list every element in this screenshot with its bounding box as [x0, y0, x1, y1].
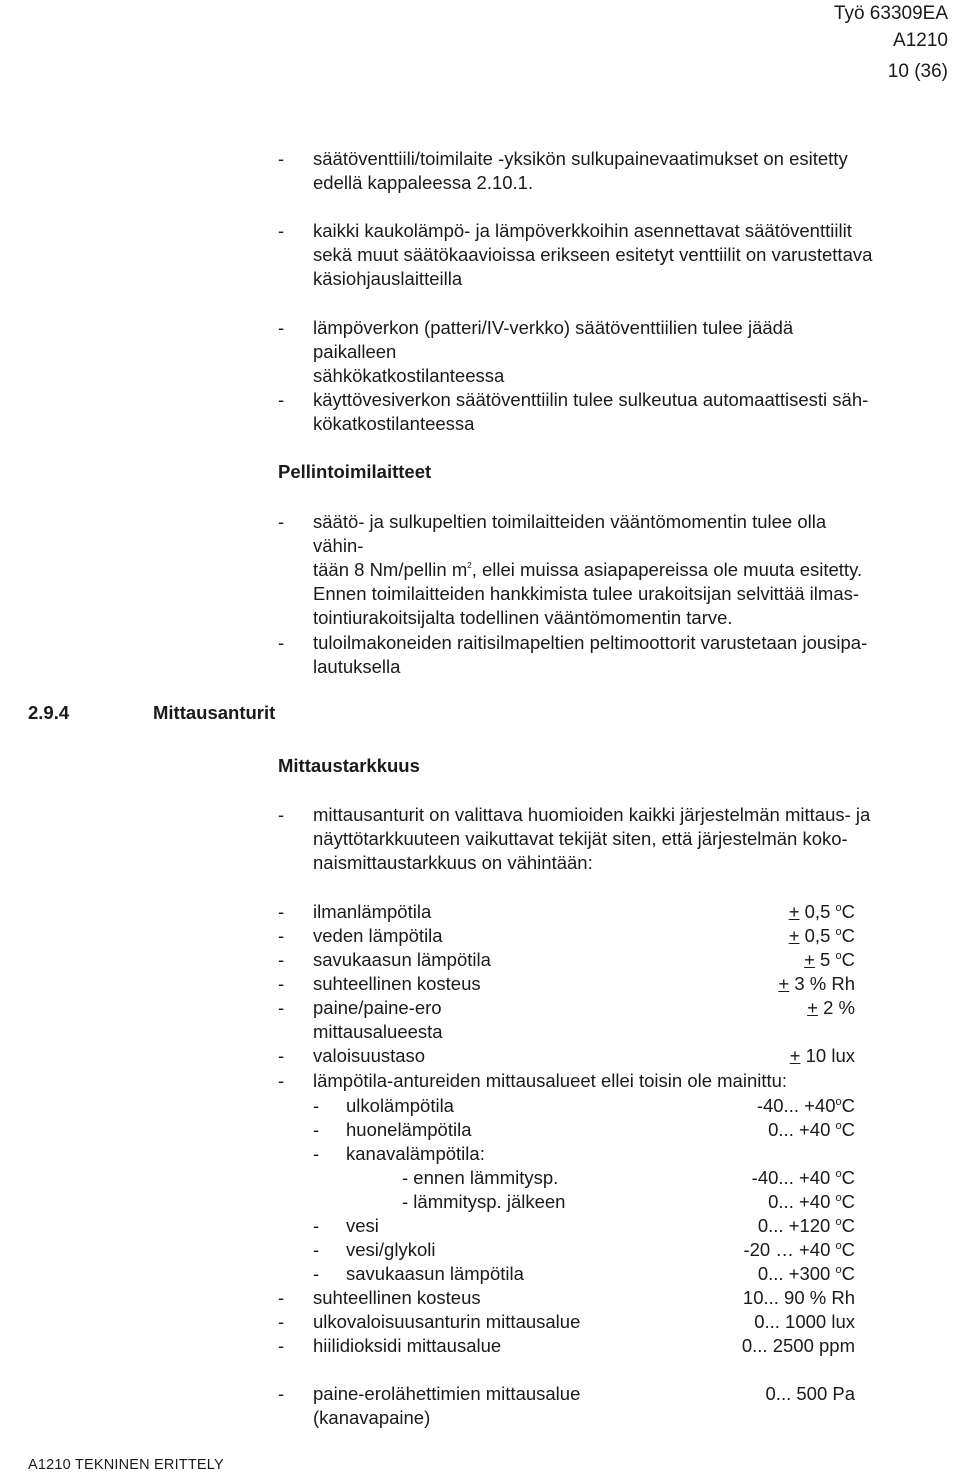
- value-text: -40... +40: [756, 1095, 836, 1116]
- range-intro: [278, 1069, 855, 1093]
- degree-superscript: o: [835, 1096, 842, 1108]
- unit-text: C: [841, 1167, 855, 1188]
- text-span: tään 8 Nm/pellin m: [313, 559, 468, 580]
- subheading-pellintoimilaitteet: Pellintoimilaitteet: [278, 461, 432, 482]
- row-label: suhteellinen kosteus: [313, 973, 481, 994]
- text-span: , ellei muissa asiapapereissa ole muuta esitetty.: [471, 559, 863, 580]
- degree-superscript: o: [835, 1120, 842, 1132]
- row-label-continuation: mittausalueesta: [313, 1021, 443, 1042]
- range-row: [278, 1190, 855, 1214]
- bullet-dash: -: [278, 997, 285, 1018]
- degree-superscript: o: [835, 1192, 842, 1204]
- pellin-item-2: [278, 631, 878, 679]
- bullet-dash: -: [278, 389, 285, 410]
- superscript: 2: [467, 561, 472, 570]
- row-label: suhteellinen kosteus: [313, 1287, 481, 1308]
- range-row-continuation: [278, 1406, 855, 1430]
- page-number: 10 (36): [887, 61, 948, 82]
- value-text: 0,5: [799, 901, 836, 922]
- unit-text: C: [841, 949, 855, 970]
- value-text: -20 … +40: [743, 1239, 836, 1260]
- intro-item-2: [278, 219, 878, 291]
- plus-minus-sign: +: [788, 925, 800, 946]
- tolerance-row: [278, 972, 855, 996]
- bullet-dash: -: [278, 511, 285, 532]
- row-value: [757, 1094, 855, 1118]
- text-line: lautuksella: [313, 656, 401, 677]
- range-row: [278, 1166, 855, 1190]
- tolerance-row: [278, 996, 855, 1020]
- bullet-dash: -: [278, 901, 285, 922]
- bullet-dash: -: [278, 804, 285, 825]
- bullet-dash: -: [278, 1311, 285, 1332]
- range-row: [278, 1382, 855, 1406]
- row-label: ulkolämpötila: [346, 1095, 454, 1116]
- tolerance-row-continuation: [278, 1020, 855, 1044]
- row-label: ilmanlämpötila: [313, 901, 432, 922]
- text-line: käyttövesiverkon säätöventtiilin tulee sulkeutua automaattisesti säh-: [313, 389, 869, 410]
- plus-minus-sign: +: [788, 901, 800, 922]
- intro-item-3: [278, 316, 878, 388]
- bullet-dash: -: [278, 925, 285, 946]
- unit-text: C: [841, 1215, 855, 1236]
- row-value: [790, 1044, 855, 1068]
- page-header: [834, 0, 948, 85]
- plus-minus-sign: +: [807, 997, 818, 1018]
- range-row: [278, 1118, 855, 1142]
- plus-minus-sign: +: [789, 1045, 801, 1066]
- plus-minus-sign: +: [778, 973, 790, 994]
- value-text: 3 % Rh: [789, 973, 855, 994]
- bullet-dash: -: [313, 1215, 320, 1236]
- row-label: - lämmitysp. jälkeen: [402, 1191, 566, 1212]
- unit-text: C: [841, 1263, 855, 1284]
- bullet-dash: -: [278, 1287, 285, 1308]
- unit-text: C: [841, 1191, 855, 1212]
- tolerance-row: [278, 924, 855, 948]
- row-value: [807, 996, 855, 1020]
- row-value: [768, 1118, 855, 1142]
- degree-superscript: o: [835, 926, 842, 938]
- value-text: -40... +40: [751, 1167, 836, 1188]
- value-text: 0... +300: [757, 1263, 836, 1284]
- value-text: 10 lux: [800, 1045, 855, 1066]
- row-value: [778, 972, 855, 996]
- bullet-dash: -: [313, 1119, 320, 1140]
- text-line: kaikki kaukolämpö- ja lämpöverkkoihin asennettavat säätöventtiilit: [313, 220, 852, 241]
- row-value: 0... 1000 lux: [754, 1311, 855, 1332]
- text-line: Ennen toimilaitteiden hankkimista tulee urakoitsijan selvittää ilmas-: [313, 583, 860, 604]
- tolerance-row: [278, 1044, 855, 1068]
- row-label: savukaasun lämpötila: [346, 1263, 524, 1284]
- text-line: säätöventtiili/toimilaite -yksikön sulkupainevaatimukset on esitetty: [313, 148, 848, 169]
- row-value: [789, 900, 855, 924]
- row-value: 0... 500 Pa: [765, 1383, 855, 1404]
- value-text: 0,5: [799, 925, 836, 946]
- row-label: paine-erolähettimien mittausalue: [313, 1383, 581, 1404]
- text-line: käsiohjauslaitteilla: [313, 268, 463, 289]
- degree-superscript: o: [835, 902, 842, 914]
- bullet-dash: -: [278, 1335, 285, 1356]
- tolerance-row: [278, 900, 855, 924]
- text-line: naismittaustarkkuus on vähintään:: [313, 852, 593, 873]
- bullet-dash: -: [278, 973, 285, 994]
- row-value: [743, 1238, 855, 1262]
- bullet-dash: -: [278, 1045, 285, 1066]
- bullet-dash: -: [313, 1239, 320, 1260]
- range-row: [278, 1214, 855, 1238]
- text-line: [313, 558, 878, 582]
- intro-item-1: [278, 147, 878, 195]
- section-title: Mittausanturit: [153, 702, 276, 723]
- section-number: 2.9.4: [28, 702, 70, 723]
- row-value: [758, 1214, 855, 1238]
- bullet-dash: -: [278, 220, 285, 241]
- bullet-dash: -: [278, 148, 285, 169]
- text-line: näyttötarkkuuteen vaikuttavat tekijät siten, että järjestelmän koko-: [313, 828, 848, 849]
- bullet-dash: -: [313, 1095, 320, 1116]
- accuracy-intro: [278, 803, 878, 875]
- row-label: valoisuustaso: [313, 1045, 426, 1066]
- range-row: [278, 1238, 855, 1262]
- unit-text: C: [841, 925, 855, 946]
- intro-item-4: [278, 388, 878, 436]
- row-value: 0... 2500 ppm: [741, 1335, 855, 1356]
- row-label: vesi/glykoli: [346, 1239, 436, 1260]
- text-line: lämpöverkon (patteri/IV-verkko) säätöventtiilien tulee jäädä paikalleen: [313, 317, 794, 362]
- pellin-item-1: [278, 510, 878, 630]
- row-label: huonelämpötila: [346, 1119, 472, 1140]
- degree-superscript: o: [835, 950, 842, 962]
- unit-text: C: [841, 901, 855, 922]
- bullet-dash: -: [278, 632, 285, 653]
- row-label: - ennen lämmitysp.: [402, 1167, 559, 1188]
- text-line: tointiurakoitsijalta todellinen vääntömomentin tarve.: [313, 607, 733, 628]
- row-value: [768, 1190, 855, 1214]
- degree-superscript: o: [835, 1216, 842, 1228]
- row-value: [752, 1166, 855, 1190]
- text-line: edellä kappaleessa 2.10.1.: [313, 172, 534, 193]
- text-line: tuloilmakoneiden raitisilmapeltien peltimoottorit varustetaan jousipa-: [313, 632, 868, 653]
- work-number: Työ 63309EA: [833, 3, 948, 24]
- document-code: A1210: [893, 30, 948, 51]
- subheading-mittaustarkkuus: Mittaustarkkuus: [278, 755, 420, 776]
- plus-minus-sign: +: [804, 949, 815, 970]
- row-label: savukaasun lämpötila: [313, 949, 491, 970]
- bullet-dash: -: [313, 1263, 320, 1284]
- value-text: 0... +120: [757, 1215, 836, 1236]
- bullet-dash: -: [278, 949, 285, 970]
- value-text: 0... +40: [768, 1119, 836, 1140]
- row-label-continuation: (kanavapaine): [313, 1407, 431, 1428]
- unit-text: C: [841, 1239, 855, 1260]
- row-label: veden lämpötila: [313, 925, 443, 946]
- range-row: [278, 1094, 855, 1118]
- row-label: lämpötila-antureiden mittausalueet ellei toisin ole mainittu:: [313, 1070, 788, 1091]
- degree-superscript: o: [835, 1240, 842, 1252]
- row-value: 10... 90 % Rh: [742, 1287, 855, 1308]
- row-label: kanavalämpötila:: [346, 1143, 485, 1164]
- value-text: 5: [814, 949, 836, 970]
- row-value: [804, 948, 855, 972]
- degree-superscript: o: [835, 1168, 842, 1180]
- range-row: [278, 1334, 855, 1358]
- text-line: säätö- ja sulkupeltien toimilaitteiden vääntömomentin tulee olla vähin-: [313, 511, 827, 556]
- range-row: [278, 1310, 855, 1334]
- row-label: vesi: [346, 1215, 379, 1236]
- bullet-dash: -: [278, 1383, 285, 1404]
- text-line: sekä muut säätökaavioissa erikseen esitetyt venttiilit on varustettava: [313, 244, 873, 265]
- section-heading: [28, 702, 275, 724]
- page-footer: A1210 TEKNINEN ERITTELY: [28, 1457, 224, 1473]
- text-line: kökatkostilanteessa: [313, 413, 475, 434]
- bullet-dash: -: [313, 1143, 320, 1164]
- unit-text: C: [841, 1095, 855, 1116]
- tolerance-row: [278, 948, 855, 972]
- unit-text: C: [841, 1119, 855, 1140]
- value-text: 0... +40: [768, 1191, 836, 1212]
- text-line: mittausanturit on valittava huomioiden kaikki järjestelmän mittaus- ja: [313, 804, 871, 825]
- row-value: [789, 924, 855, 948]
- row-label: ulkovaloisuusanturin mittausalue: [313, 1311, 581, 1332]
- range-row: [278, 1142, 855, 1166]
- range-row: [278, 1262, 855, 1286]
- text-line: sähkökatkostilanteessa: [313, 365, 505, 386]
- degree-superscript: o: [835, 1264, 842, 1276]
- bullet-dash: -: [278, 317, 285, 338]
- bullet-dash: -: [278, 1070, 285, 1091]
- row-value: [758, 1262, 855, 1286]
- row-label: hiilidioksidi mittausalue: [313, 1335, 502, 1356]
- row-label: paine/paine-ero: [313, 997, 442, 1018]
- value-text: 2 %: [817, 997, 855, 1018]
- range-row: [278, 1286, 855, 1310]
